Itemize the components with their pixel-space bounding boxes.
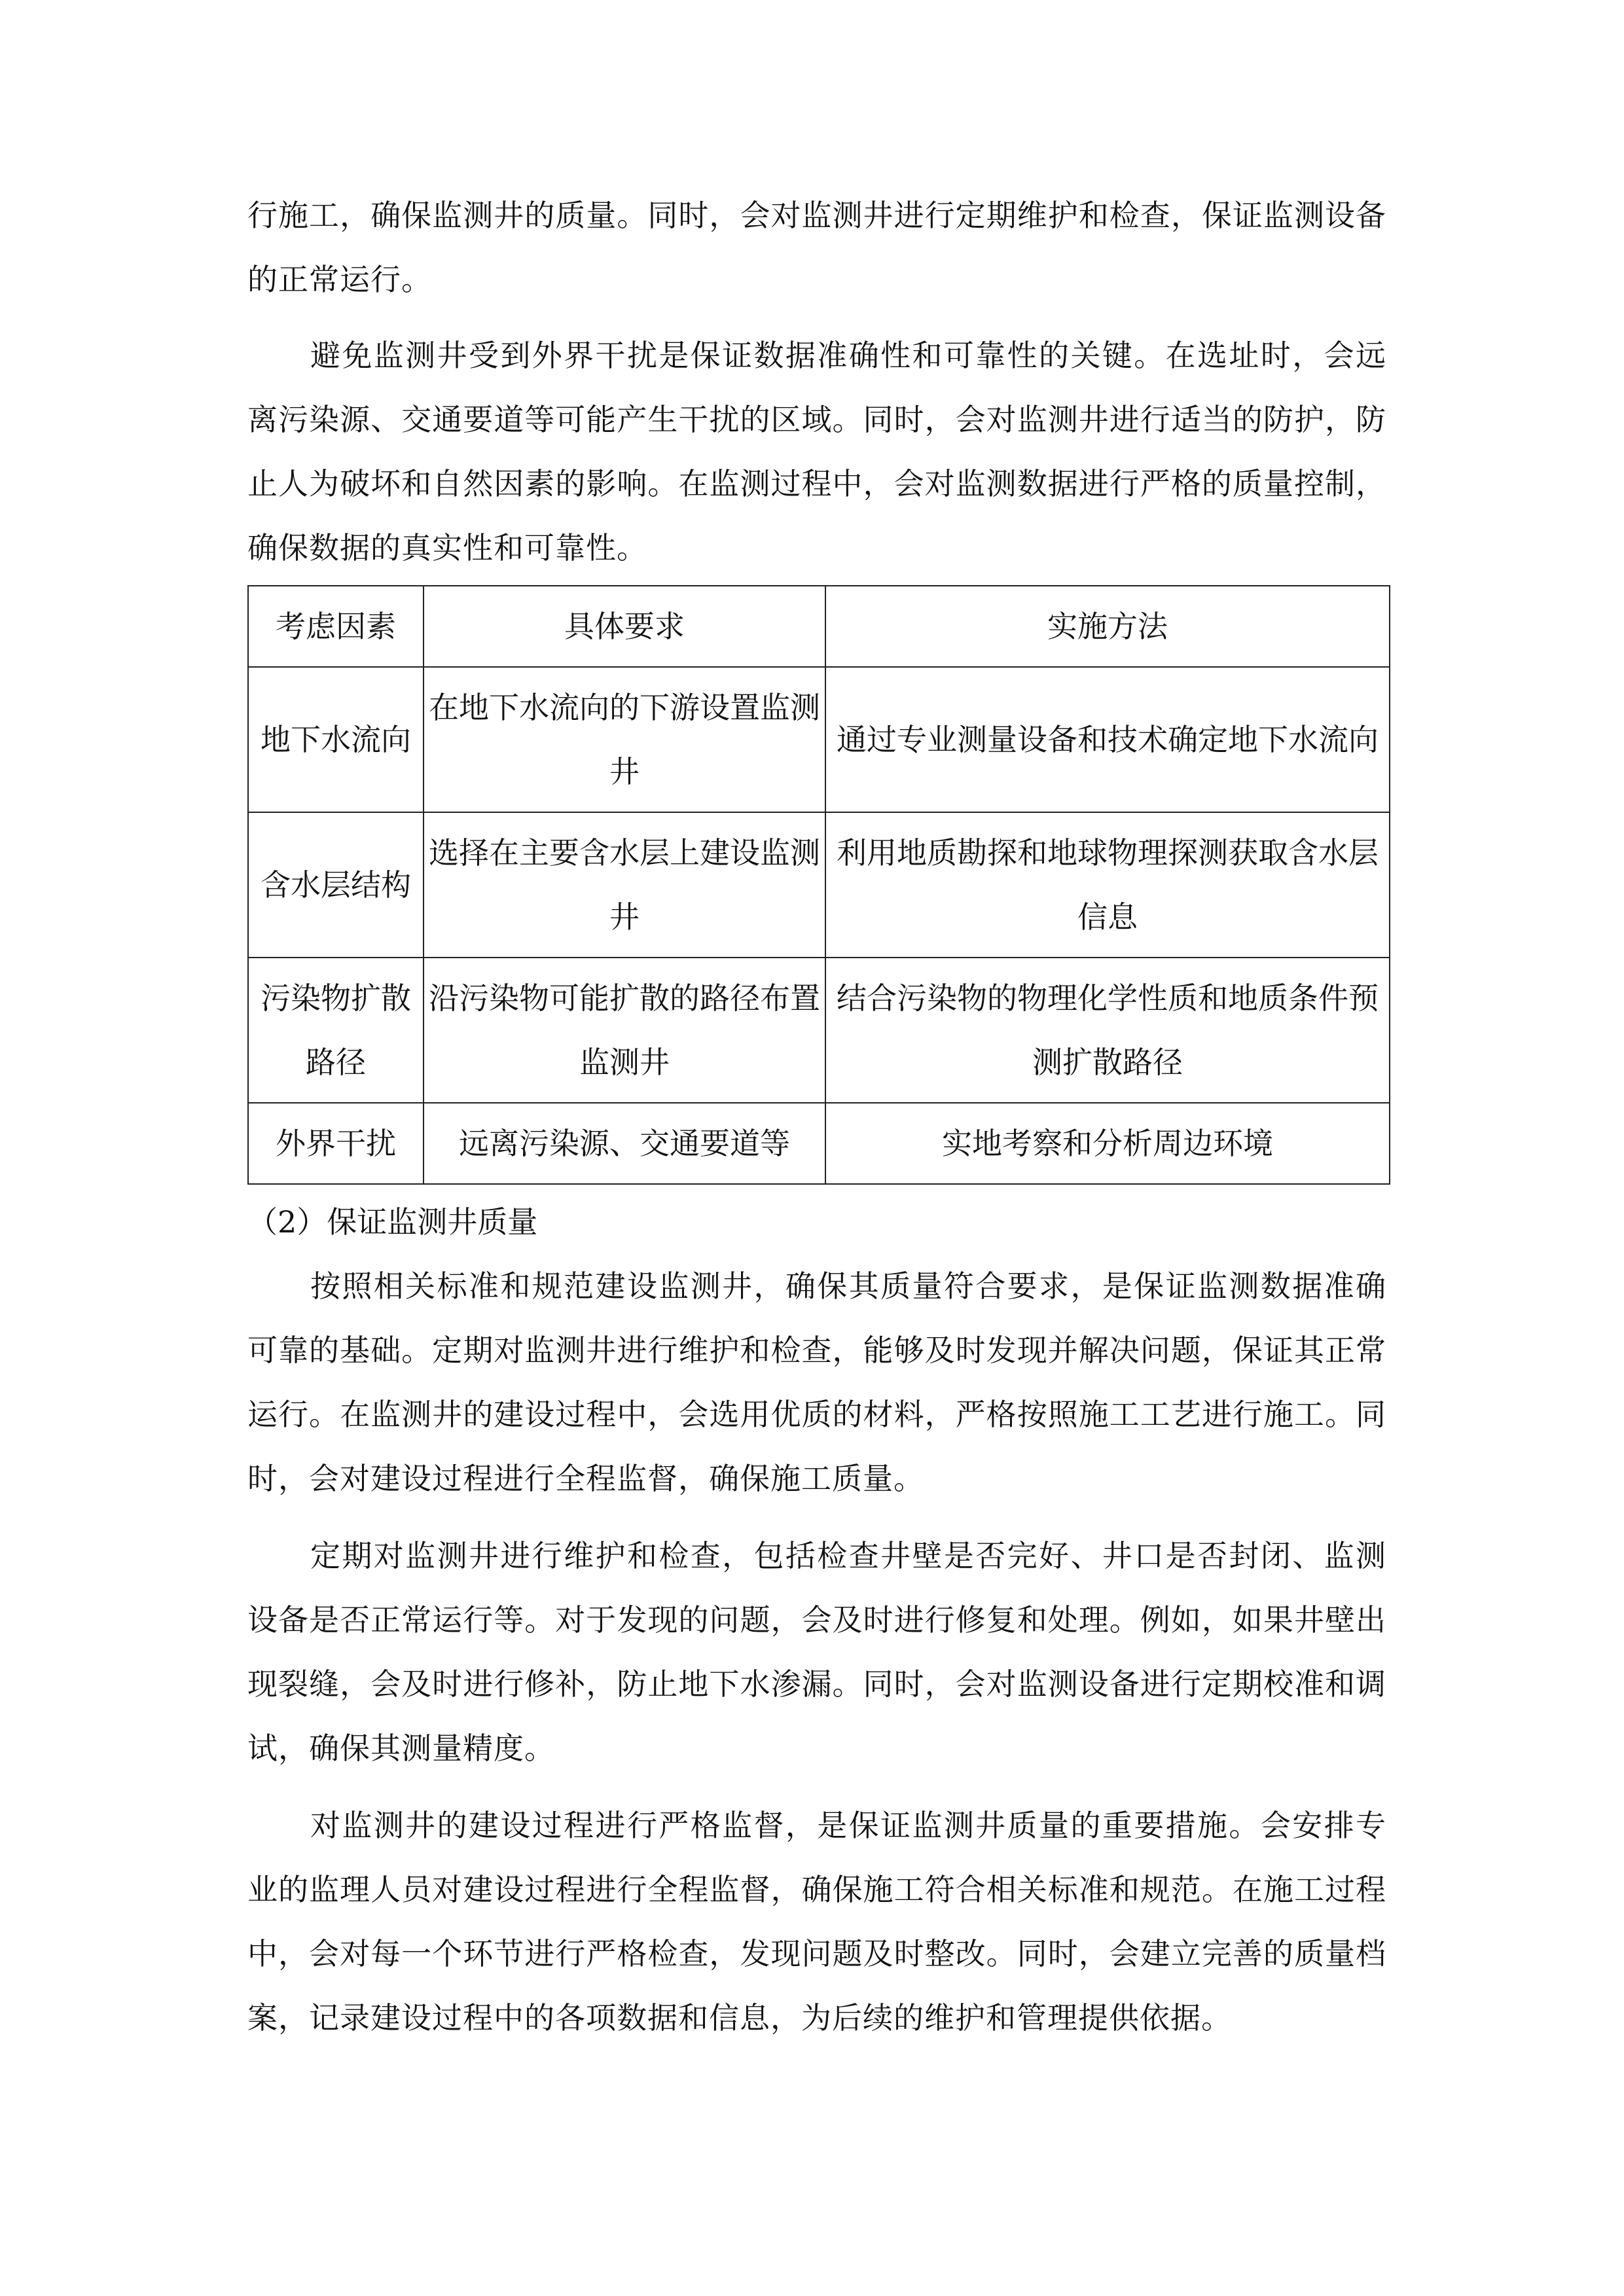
table-row <box>248 1103 1390 1184</box>
factors-table <box>247 585 1390 1185</box>
table-header-factor: 考虑因素 <box>248 586 424 667</box>
table-cell: 污染物扩散路径 <box>248 958 424 1103</box>
table-header-method: 实施方法 <box>825 586 1390 667</box>
table-cell: 外界干扰 <box>248 1103 424 1184</box>
table-cell: 结合污染物的物理化学性质和地质条件预测扩散路径 <box>825 958 1390 1103</box>
table-row <box>248 958 1390 1103</box>
table-cell: 远离污染源、交通要道等 <box>424 1103 825 1184</box>
paragraph-maintenance: 定期对监测井进行维护和检查，包括检查井壁是否完好、井口是否封闭、监测设备是否正常运行等。对于发现的问题，会及时进行修复和处理。例如，如果井壁出现裂缝，会及时进行修补，防止地下水渗漏。同时，会对监测设备进行定期校准和调试，确保其测量精度。 <box>247 1538 1386 1766</box>
paragraph-supervision: 对监测井的建设过程进行严格监督，是保证监测井质量的重要措施。会安排专业的监理人员对建设过程进行全程监督，确保施工符合相关标准和规范。在施工过程中，会对每一个环节进行严格检查，发现问题及时整改。同时，会建立完善的质量档案，记录建设过程中的各项数据和信息，为后续的维护和管理提供依据。 <box>247 1808 1386 2036</box>
table-cell: 地下水流向 <box>248 667 424 812</box>
paragraph-continuation: 行施工，确保监测井的质量。同时，会对监测井进行定期维护和检查，保证监测设备的正常运行。 <box>247 198 1386 297</box>
paragraph-standards: 按照相关标准和规范建设监测井，确保其质量符合要求，是保证监测数据准确可靠的基础。定期对监测井进行维护和检查，能够及时发现并解决问题，保证其正常运行。在监测井的建设过程中，会选用优质的材料，严格按照施工工艺进行施工。同时，会对建设过程进行全程监督，确保施工质量。 <box>247 1268 1386 1496</box>
table-cell: 实地考察和分析周边环境 <box>825 1103 1390 1184</box>
table-cell: 在地下水流向的下游设置监测井 <box>424 667 825 812</box>
table-cell: 利用地质勘探和地球物理探测获取含水层信息 <box>825 812 1390 958</box>
table-cell: 含水层结构 <box>248 812 424 958</box>
table-row <box>248 812 1390 958</box>
table-header-requirement: 具体要求 <box>424 586 825 667</box>
table-header-row <box>248 586 1390 667</box>
table-row <box>248 667 1390 812</box>
table-cell: 沿污染物可能扩散的路径布置监测井 <box>424 958 825 1103</box>
table-cell: 选择在主要含水层上建设监测井 <box>424 812 825 958</box>
document-page <box>247 183 1386 2050</box>
paragraph-interference: 避免监测井受到外界干扰是保证数据准确性和可靠性的关键。在选址时，会远离污染源、交通要道等可能产生干扰的区域。同时，会对监测井进行适当的防护，防止人为破坏和自然因素的影响。在监测过程中，会对监测数据进行严格的质量控制，确保数据的真实性和可靠性。 <box>247 338 1386 565</box>
section-subheading: （2）保证监测井质量 <box>247 1204 538 1240</box>
table-cell: 通过专业测量设备和技术确定地下水流向 <box>825 667 1390 812</box>
